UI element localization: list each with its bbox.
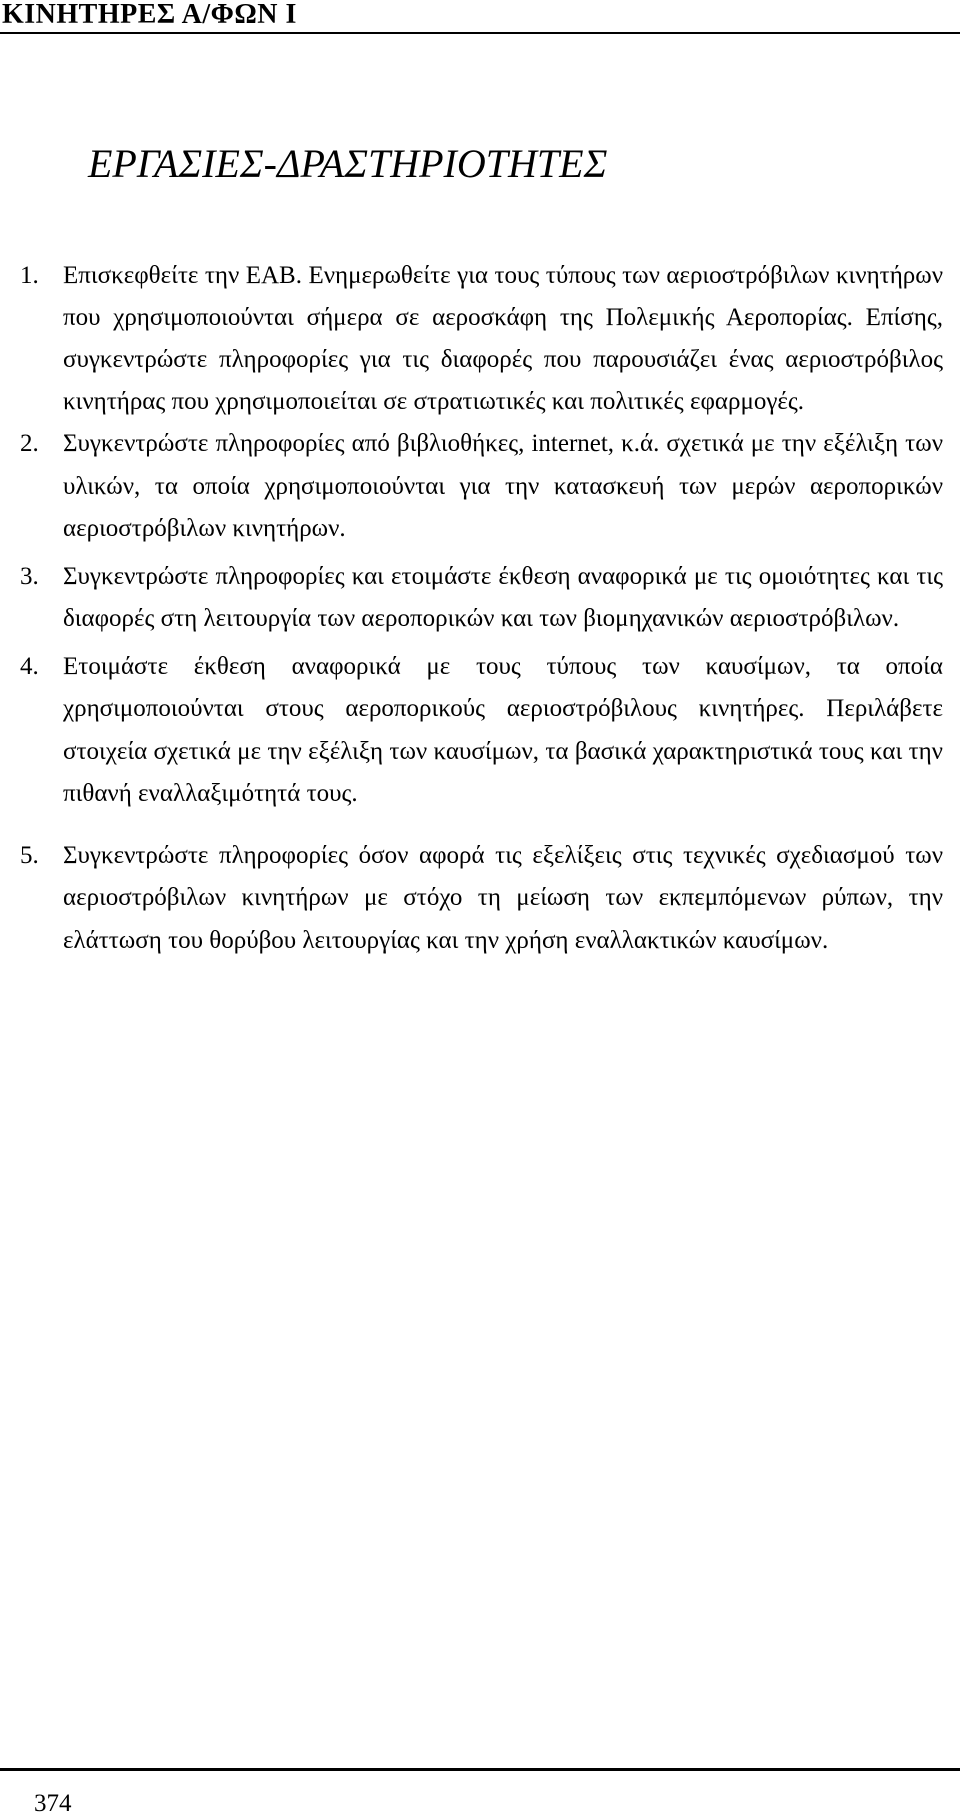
task-number: 1. (20, 262, 39, 289)
task-list (20, 255, 943, 962)
task-text: Συγκεντρώστε πληροφορίες όσον αφορά τις εξελίξεις στις τεχνικές σχεδιασμού των αεριοστρόβιλων κινητήρων με στόχο τη μείωση των εκπεμπόμενων ρύπων, την ελάττωση του θορύβου λειτουργίας και την χρήση εναλλακτικών καυσίμων. (63, 841, 943, 954)
task-item-4 (20, 646, 943, 816)
task-item-1 (20, 255, 943, 423)
running-header (0, 0, 960, 34)
task-text: Συγκεντρώστε πληροφορίες από βιβλιοθήκες, internet, κ.ά. σχετικά με την εξέλιξη των υλικών, τα οποία χρησιμοποιούνται για την κατασκευή των μερών αεροπορικών αεριοστρόβιλων κινητήρων. (63, 430, 943, 542)
section-title: ΕΡΓΑΣΙΕΣ-ΔΡΑΣΤΗΡΙΟΤΗΤΕΣ (88, 141, 608, 186)
footer-divider (0, 1768, 960, 1771)
page-number: 374 (34, 1790, 72, 1817)
task-item-2 (20, 423, 943, 551)
task-item-5 (20, 835, 943, 963)
task-number: 2. (20, 430, 39, 457)
task-text: Ετοιμάστε έκθεση αναφορικά με τους τύπους των καυσίμων, τα οποία χρησιμοποιούνται στους αεροπορικούς αεριοστρόβιλους κινητήρες. Περιλάβετε στοιχεία σχετικά με την εξέλιξη των καυσίμων, τα βασικά χαρακτηριστικά τους και την πιθανή εναλλαξιμότητά τους. (63, 652, 943, 807)
task-item-3 (20, 556, 943, 641)
task-number: 4. (20, 652, 39, 680)
task-number: 5. (20, 841, 39, 869)
task-text: Επισκεφθείτε την ΕΑΒ. Ενημερωθείτε για τους τύπους των αεριοστρόβιλων κινητήρων που χρησιμοποιούνται σήμερα σε αεροσκάφη της Πολεμικής Αεροπορίας. Επίσης, συγκεντρώστε πληροφορίες για τις διαφορές που παρουσιάζει ένας αεριοστρόβιλος κινητήρας που χρησιμοποιείται σε στρατιωτικές και πολιτικές εφαρμογές. (63, 262, 943, 415)
running-header-title: ΚΙΝΗΤΗΡΕΣ Α/ΦΩΝ Ι (2, 0, 297, 30)
task-number: 3. (20, 562, 39, 590)
task-text: Συγκεντρώστε πληροφορίες και ετοιμάστε έκθεση αναφορικά με τις ομοιότητες και τις διαφορές στη λειτουργία των αεροπορικών και των βιομηχανικών αεριοστρόβιλων. (63, 562, 943, 632)
